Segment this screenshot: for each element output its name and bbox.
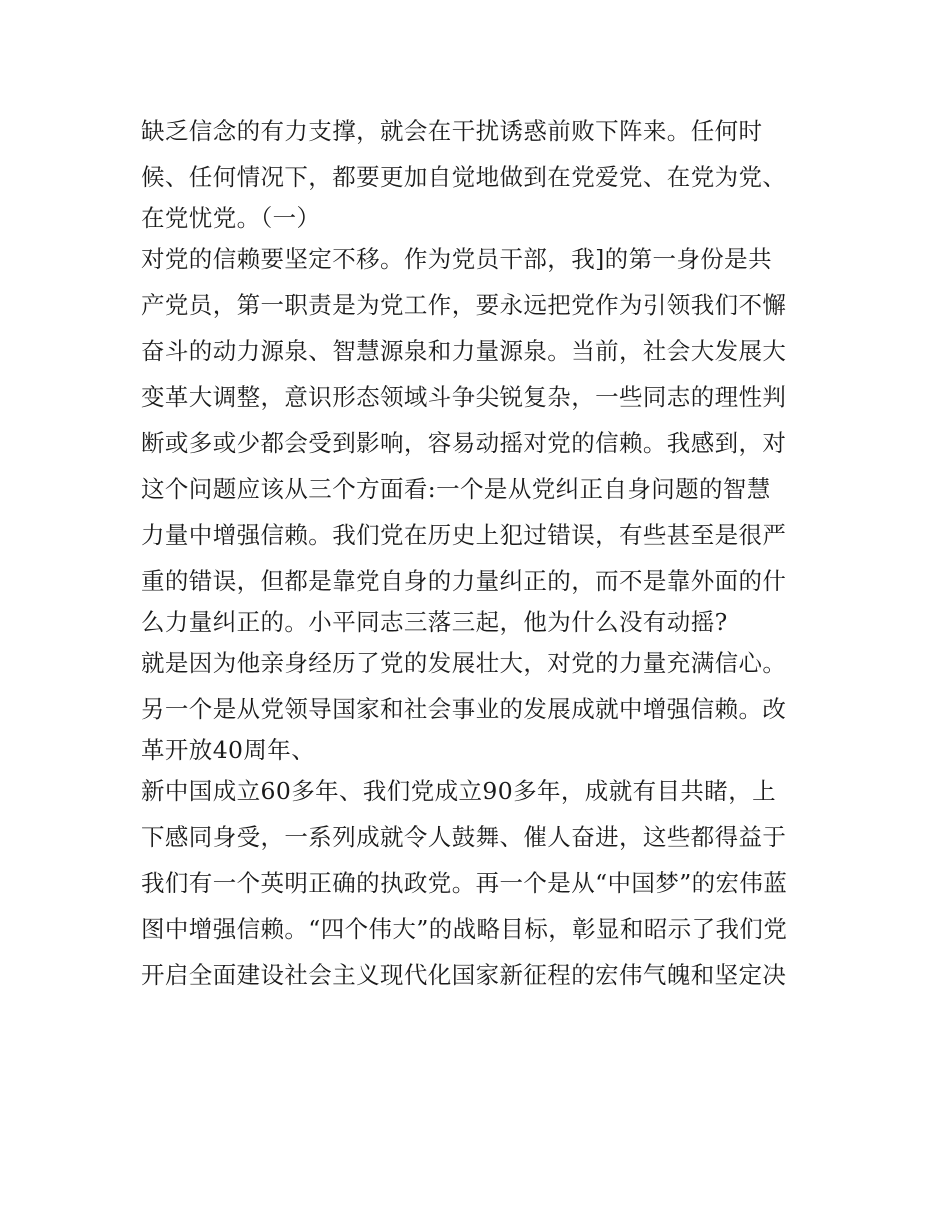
text-line: 候、任何情况下，都要更加自觉地做到在党爱党、在党为党、 xyxy=(141,163,787,191)
text-line: 就是因为他亲身经历了党的发展壮大，对党的力量充满信心。 xyxy=(141,649,787,677)
body-text xyxy=(141,108,831,998)
text-line: 对党的信赖要坚定不移。作为党员干部，我]的第一身份是共 xyxy=(141,245,772,273)
text-line: 图中增强信赖。“四个伟大”的战略目标，彰显和昭示了我们党 xyxy=(141,915,788,943)
text-line: 缺乏信念的有力支撑，就会在干扰诱惑前败下阵来。任何时 xyxy=(141,117,763,145)
text-line: 革开放40周年、 xyxy=(141,736,316,764)
text-line: 么力量纠正的。小平同志三落三起，他为什么没有动摇? xyxy=(141,608,728,636)
text-line: 产党员，第一职责是为党工作，要永远把党作为引领我们不懈 xyxy=(141,291,787,319)
text-line: 在党忧党。（一） xyxy=(141,204,321,232)
text-line: 新中国成立60多年、我们党成立90多年，成就有目共睹，上 xyxy=(141,777,777,805)
text-line: 这个问题应该从三个方面看:一个是从党纠正自身问题的智慧 xyxy=(141,475,771,503)
text-line: 奋斗的动力源泉、智慧源泉和力量源泉。当前，社会大发展大 xyxy=(141,337,787,365)
text-line: 断或多或少都会受到影响，容易动摇对党的信赖。我感到，对 xyxy=(141,429,787,457)
text-line: 力量中增强信赖。我们党在历史上犯过错误，有些甚至是很严 xyxy=(141,521,787,549)
text-line: 开启全面建设社会主义现代化国家新征程的宏伟气魄和坚定决 xyxy=(141,961,787,989)
text-line: 另一个是从党领导国家和社会事业的发展成就中增强信赖。改 xyxy=(141,695,787,723)
text-line: 我们有一个英明正确的执政党。再一个是从“中国梦”的宏伟蓝 xyxy=(141,869,788,897)
text-line: 变革大调整，意识形态领域斗争尖锐复杂，一些同志的理性判 xyxy=(141,383,787,411)
text-line: 重的错误，但都是靠党自身的力量纠正的，而不是靠外面的什 xyxy=(141,567,787,595)
text-line: 下感同身受，一系列成就令人鼓舞、催人奋进，这些都得益于 xyxy=(141,823,787,851)
